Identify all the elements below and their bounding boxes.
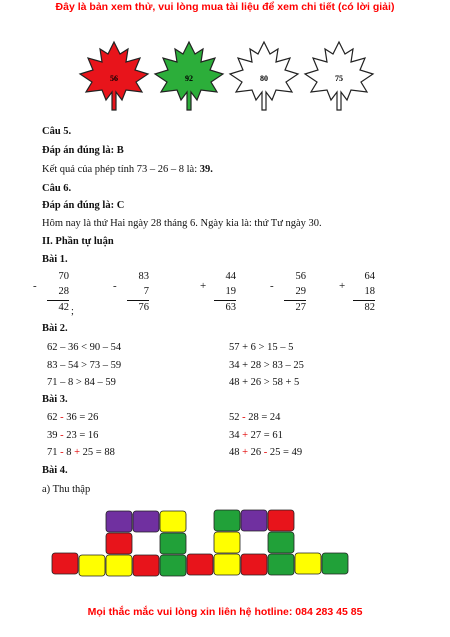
block-yellow [160, 511, 186, 532]
calc-3-op: + [200, 280, 207, 292]
calc-2-a: 83 [138, 271, 149, 282]
block-red [268, 510, 294, 531]
bai4-title: Bài 4. [42, 465, 68, 476]
bai2-left-1: 62 – 36 < 90 – 54 [47, 342, 122, 353]
block-red [187, 554, 213, 575]
bai3-title: Bài 3. [42, 394, 68, 405]
leaf-2-value: 92 [185, 74, 193, 83]
block-green [268, 532, 294, 553]
calc-1-b: 28 [58, 286, 69, 297]
calc-4-a: 56 [295, 271, 306, 282]
bai3-r3-b: 26 [248, 447, 264, 458]
bai2-left-3: 71 – 8 > 84 – 59 [47, 377, 116, 388]
cau6-answer: Đáp án đúng là: C [42, 200, 125, 211]
calc-separator: ; [71, 306, 74, 317]
block-red [52, 553, 78, 574]
block-purple [106, 511, 132, 532]
calc-4-r: 27 [295, 302, 306, 313]
bai3-r3-op2: - [263, 447, 268, 458]
bai1-title: Bài 1. [42, 254, 68, 265]
bai3-l2-a: 39 [47, 430, 61, 441]
calc-3-a: 44 [225, 271, 236, 282]
bai3-l3-b: 8 [63, 447, 75, 458]
block-yellow [79, 555, 105, 576]
bai4-sub: a) Thu thập [42, 484, 91, 495]
bai3-r3-a: 48 [229, 447, 243, 458]
block-purple [133, 511, 159, 532]
bai3-r1-b: 28 = 24 [245, 412, 281, 423]
bai2-right-3: 48 + 26 > 58 + 5 [229, 377, 300, 388]
calc-5-a: 64 [364, 271, 375, 282]
calc-1-r: 42 [58, 302, 69, 313]
bai2-left-2: 83 – 54 > 73 – 59 [47, 360, 122, 371]
block-red [133, 555, 159, 576]
bai3-r2-b: 27 = 61 [248, 430, 283, 441]
calc-2-b: 7 [143, 286, 149, 297]
block-yellow [295, 553, 321, 574]
block-green [160, 533, 186, 554]
bai3-l1-b: 36 = 26 [63, 412, 99, 423]
calc-2-r: 76 [138, 302, 149, 313]
calc-3-r: 63 [225, 302, 236, 313]
calc-1-op: - [33, 280, 37, 292]
block-purple [241, 510, 267, 531]
leaf-3-value: 80 [260, 74, 268, 83]
calc-5-b: 18 [364, 286, 375, 297]
bai3-l3-c: 25 = 88 [80, 447, 115, 458]
leaf-1-value: 56 [110, 74, 118, 83]
block-yellow [214, 532, 240, 553]
calc-5-op: + [339, 280, 346, 292]
bai3-l2-b: 23 = 16 [63, 430, 99, 441]
bai3-l1-op: - [60, 412, 64, 423]
preview-banner: Đây là bản xem thử, vui lòng mua tài liệu để xem chi tiết (có lời giải) [55, 1, 395, 13]
block-red [241, 554, 267, 575]
calc-3-b: 19 [225, 286, 236, 297]
bai3-l3-a: 71 [47, 447, 61, 458]
calc-2-op: - [113, 280, 117, 292]
bai3-r3-c: 25 = 49 [267, 447, 303, 458]
bai3-r1-op: - [242, 412, 246, 423]
cau5-question: Kết quả của phép tính 73 – 26 – 8 là: [42, 164, 200, 175]
cau6-title: Câu 6. [42, 183, 72, 194]
block-yellow [214, 554, 240, 575]
bai2-right-2: 34 + 28 > 83 – 25 [229, 360, 304, 371]
bai3-l3-op1: - [60, 447, 64, 458]
bai3-r2-a: 34 [229, 430, 243, 441]
cau5-title: Câu 5. [42, 126, 72, 137]
leaf-4-value: 75 [335, 74, 343, 83]
cau5-answer: Đáp án đúng là: B [42, 145, 124, 156]
bai3-r3-op1: + [242, 447, 249, 458]
bai2-title: Bài 2. [42, 323, 68, 334]
part2-heading: II. Phần tự luận [42, 236, 114, 247]
calc-4-op: - [270, 280, 274, 292]
bai3-r1-a: 52 [229, 412, 243, 423]
calc-1-a: 70 [58, 271, 69, 282]
block-green [214, 510, 240, 531]
calc-4-b: 29 [295, 286, 306, 297]
block-green [160, 555, 186, 576]
calc-5-r: 82 [364, 302, 375, 313]
block-yellow [106, 555, 132, 576]
bai3-r2-op: + [242, 430, 249, 441]
bai3-l2-op: - [60, 430, 64, 441]
cau5-result: 39. [199, 164, 213, 175]
block-red [106, 533, 132, 554]
bai3-l1-a: 62 [47, 412, 61, 423]
bai3-l3-op2: + [74, 447, 81, 458]
hotline-banner: Mọi thắc mắc vui lòng xin liên hệ hotline: 084 283 45 85 [87, 606, 363, 618]
cau6-text: Hôm nay là thứ Hai ngày 28 tháng 6. Ngày kia là: thứ Tư ngày 30. [42, 218, 322, 229]
bai2-right-1: 57 + 6 > 15 – 5 [229, 342, 294, 353]
block-green [268, 554, 294, 575]
block-green [322, 553, 348, 574]
